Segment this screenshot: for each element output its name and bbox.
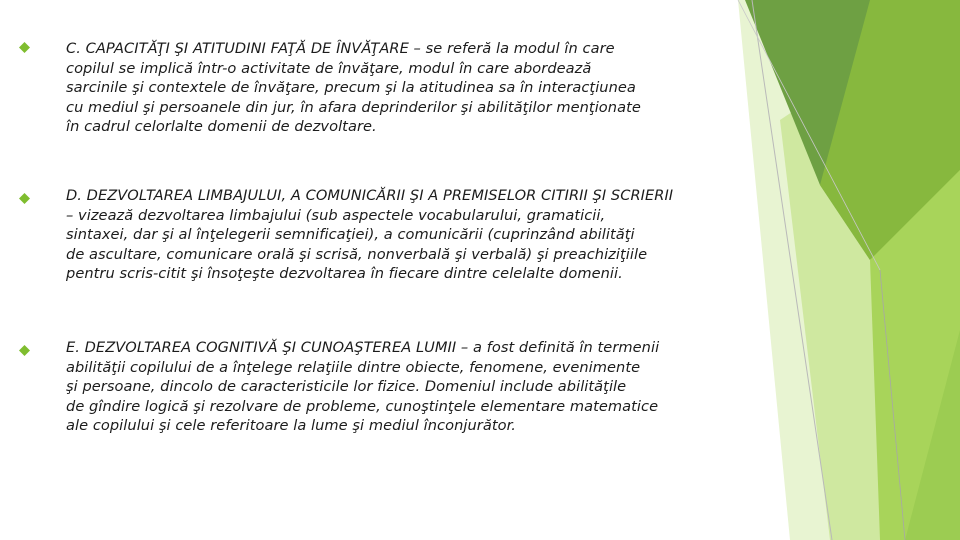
text-line: abilităţii copilului de a înţelege relaţiile dintre obiecte, fenomene, evenimente <box>66 358 641 376</box>
diamond-bullet-icon <box>19 345 30 356</box>
text-line: – vizează dezvoltarea limbajului (sub aspectele vocabularului, gramaticii, <box>66 206 606 224</box>
text-line: D. DEZVOLTAREA LIMBAJULUI, A COMUNICĂRII ŞI A PREMISELOR CITIRII ŞI SCRIERII <box>66 187 674 204</box>
text-line: copilul se implică într-o activitate de învăţare, modul în care abordează <box>66 59 592 77</box>
diamond-bullet-icon <box>19 42 30 53</box>
text-line: cu mediul şi persoanele din jur, în afara deprinderilor şi abilităţilor menţionate <box>66 98 641 116</box>
text-line: E. DEZVOLTAREA COGNITIVĂ ŞI CUNOAŞTEREA LUMII – a fost definită în termenii <box>66 339 660 356</box>
text-line: C. CAPACITĂŢI ŞI ATITUDINI FAŢĂ DE ÎNVĂŢARE – se referă la modul în care <box>66 40 615 57</box>
text-line: sarcinile şi contextele de învăţare, precum şi la atitudinea sa în interacţiunea <box>66 79 636 97</box>
text-line: de ascultare, comunicare orală şi scrisă, nonverbală şi verbală) şi preachiziţiile <box>66 245 648 263</box>
text-line: ale copilului şi cele referitoare la lume şi mediul înconjurător. <box>66 417 516 435</box>
text-line: în cadrul celorlalte domenii de dezvoltare. <box>66 118 377 136</box>
diamond-bullet-icon <box>19 193 30 204</box>
text-line: sintaxei, dar şi al înţelegerii semnificaţiei), a comunicării (cuprinzând abilităţi <box>66 226 635 244</box>
bullet-item-cognitiv <box>66 338 766 436</box>
bullet-item-limbaj <box>66 186 766 284</box>
text-line: pentru scris-citit şi însoţeşte dezvoltarea în fiecare dintre celelalte domenii. <box>66 265 623 283</box>
text-line: şi persoane, dincolo de caracteristicile lor fizice. Domeniul include abilităţile <box>66 378 627 396</box>
bullet-item-capacitati <box>66 39 766 137</box>
text-line: de gîndire logică şi rezolvare de probleme, cunoştinţele elementare matematice <box>66 397 659 415</box>
